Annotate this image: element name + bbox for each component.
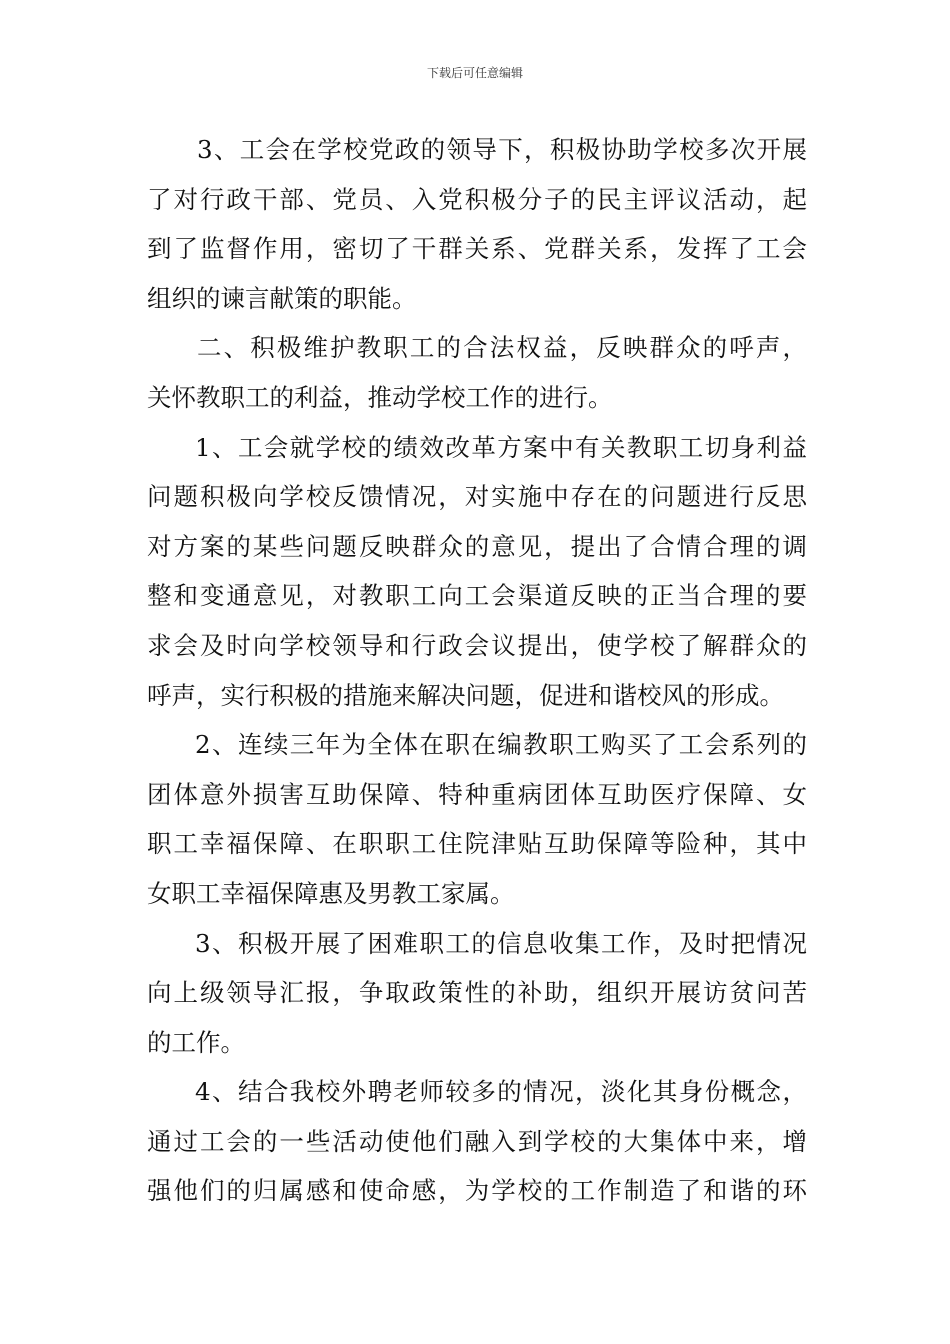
paragraph-line: 2、连续三年为全体在职在编教职工购买了工会系列的 [195, 730, 807, 760]
paragraph-line: 到了监督作用，密切了干群关系、党群关系，发挥了工会 [147, 234, 807, 264]
paragraph-line: 强他们的归属感和使命感，为学校的工作制造了和谐的环 [147, 1176, 807, 1206]
paragraph-line: 3、工会在学校党政的领导下，积极协助学校多次开展 [197, 135, 807, 164]
paragraph-line: 1、工会就学校的绩效改革方案中有关教职工切身利益 [195, 432, 807, 462]
paragraph-line: 整和变通意见，对教职工向工会渠道反映的正当合理的要 [147, 581, 807, 611]
paragraph-line: 通过工会的一些活动使他们融入到学校的大集体中来，增 [147, 1126, 807, 1156]
paragraph-line: 问题积极向学校反馈情况，对实施中存在的问题进行反思 [147, 482, 807, 512]
paragraph-line: 4、结合我校外聘老师较多的情况，淡化其身份概念， [195, 1077, 807, 1107]
paragraph-line: 组织的谏言献策的职能。 [147, 283, 417, 313]
paragraph [147, 1067, 807, 1216]
paragraph-line: 的工作。 [147, 1027, 245, 1057]
paragraph [147, 919, 807, 1068]
paragraph-line: 3、积极开展了困难职工的信息收集工作，及时把情况 [195, 928, 807, 958]
paragraph-line: 关怀教职工的利益，推动学校工作的进行。 [147, 382, 613, 412]
paragraph [147, 323, 807, 422]
paragraph-line: 对方案的某些问题反映群众的意见，提出了合情合理的调 [147, 531, 807, 561]
paragraph [147, 423, 807, 721]
paragraph-line: 呼声，实行积极的措施来解决问题，促进和谐校风的形成。 [147, 680, 784, 710]
paragraph-line: 二、积极维护教职工的合法权益，反映群众的呼声， [197, 333, 807, 363]
paragraph-line: 了对行政干部、党员、入党积极分子的民主评议活动，起 [147, 184, 807, 214]
paragraph-line: 向上级领导汇报，争取政策性的补助，组织开展访贫问苦 [147, 978, 807, 1008]
paragraph-line: 职工幸福保障、在职职工住院津贴互助保障等险种，其中 [147, 829, 807, 859]
page-header: 下载后可任意编辑 [426, 66, 523, 80]
paragraph [147, 125, 807, 323]
paragraph-line: 求会及时向学校领导和行政会议提出，使学校了解群众的 [147, 630, 807, 660]
paragraph-line: 女职工幸福保障惠及男教工家属。 [147, 878, 515, 908]
document-body [147, 125, 807, 1216]
paragraph [147, 720, 807, 918]
paragraph-line: 团体意外损害互助保障、特种重病团体互助医疗保障、女 [147, 779, 807, 809]
